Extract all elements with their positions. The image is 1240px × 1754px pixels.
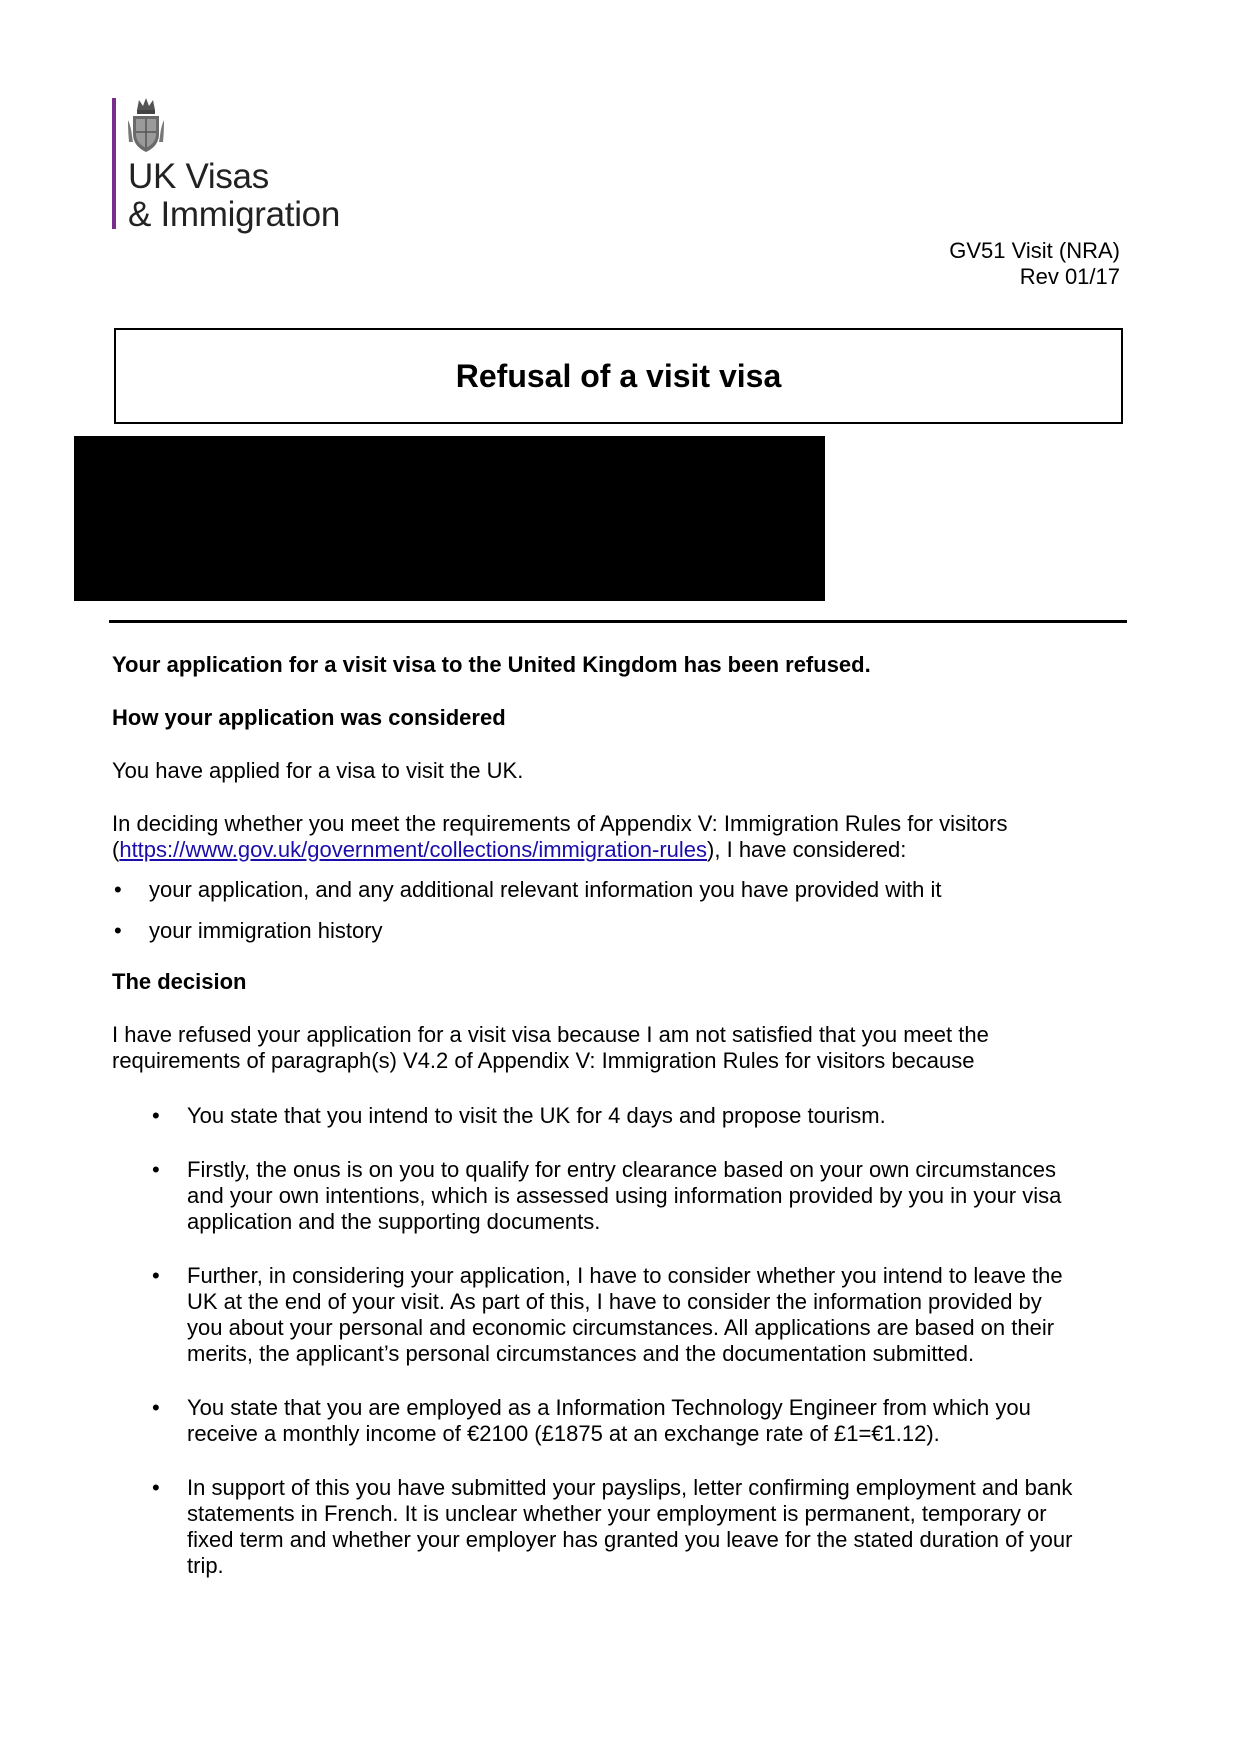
deciding-line2 [112,837,1122,863]
applied-statement: You have applied for a visa to visit the UK. [112,758,524,783]
bullet-icon: • [152,1475,160,1500]
considered-item: your immigration history [149,918,383,943]
deciding-line1: In deciding whether you meet the requirements of Appendix V: Immigration Rules for visitors [112,811,1008,836]
bullet-icon: • [152,1263,160,1288]
decision-line2: requirements of paragraph(s) V4.2 of Appendix V: Immigration Rules for visitors because [112,1048,975,1073]
considered-item: your application, and any additional relevant information you have provided with it [149,877,942,902]
section-heading-considered: How your application was considered [112,705,506,730]
reason-line: fixed term and whether your employer has granted you leave for the stated duration of your [187,1527,1073,1552]
reason-line: application and the supporting documents. [187,1209,601,1234]
bullet-icon: • [114,918,122,943]
reason-line: and your own intentions, which is assessed using information provided by you in your visa [187,1183,1062,1208]
royal-crest-icon [127,96,165,154]
bullet-icon: • [152,1103,160,1128]
reason-line: you about your personal and economic circumstances. All applications are based on their [187,1315,1055,1340]
page-title: Refusal of a visit visa [455,357,782,394]
reason-line: UK at the end of your visit. As part of this, I have to consider the information provided by [187,1289,1042,1314]
reason-line: Further, in considering your application, I have to consider whether you intend to leave the [187,1263,1063,1288]
form-revision: Rev 01/17 [1019,264,1120,289]
reason-line: Firstly, the onus is on you to qualify for entry clearance based on your own circumstances [187,1157,1057,1182]
bullet-icon: • [152,1395,160,1420]
section-heading-decision: The decision [112,969,247,994]
immigration-rules-link[interactable]: https://www.gov.uk/government/collections/immigration-rules [119,837,708,862]
bullet-icon: • [114,877,122,902]
reason-line: You state that you intend to visit the UK for 4 days and propose tourism. [187,1103,886,1128]
reason-line: merits, the applicant’s personal circumstances and the documentation submitted. [187,1341,975,1366]
bullet-icon: • [152,1157,160,1182]
refusal-statement: Your application for a visit visa to the United Kingdom has been refused. [112,652,871,677]
link-close-text: ), I have considered: [707,837,907,862]
logo-text-line2: & Immigration [128,195,340,234]
reason-line: You state that you are employed as a Information Technology Engineer from which you [187,1395,1031,1420]
reason-line: In support of this you have submitted your payslips, letter confirming employment and bank [187,1475,1073,1500]
divider [109,620,1127,623]
redacted-block [74,436,825,601]
link-open-paren: ( [112,837,120,862]
logo-text-line1: UK Visas [128,157,269,196]
form-reference: GV51 Visit (NRA) [949,238,1120,263]
logo-accent-bar [112,98,116,229]
reason-line: statements in French. It is unclear whether your employment is permanent, temporary or [187,1501,1047,1526]
decision-line1: I have refused your application for a visit visa because I am not satisfied that you meet the [112,1022,989,1047]
reason-line: trip. [187,1553,224,1578]
reason-line: receive a monthly income of €2100 (£1875 at an exchange rate of £1=€1.12). [187,1421,940,1446]
title-box [114,328,1123,424]
